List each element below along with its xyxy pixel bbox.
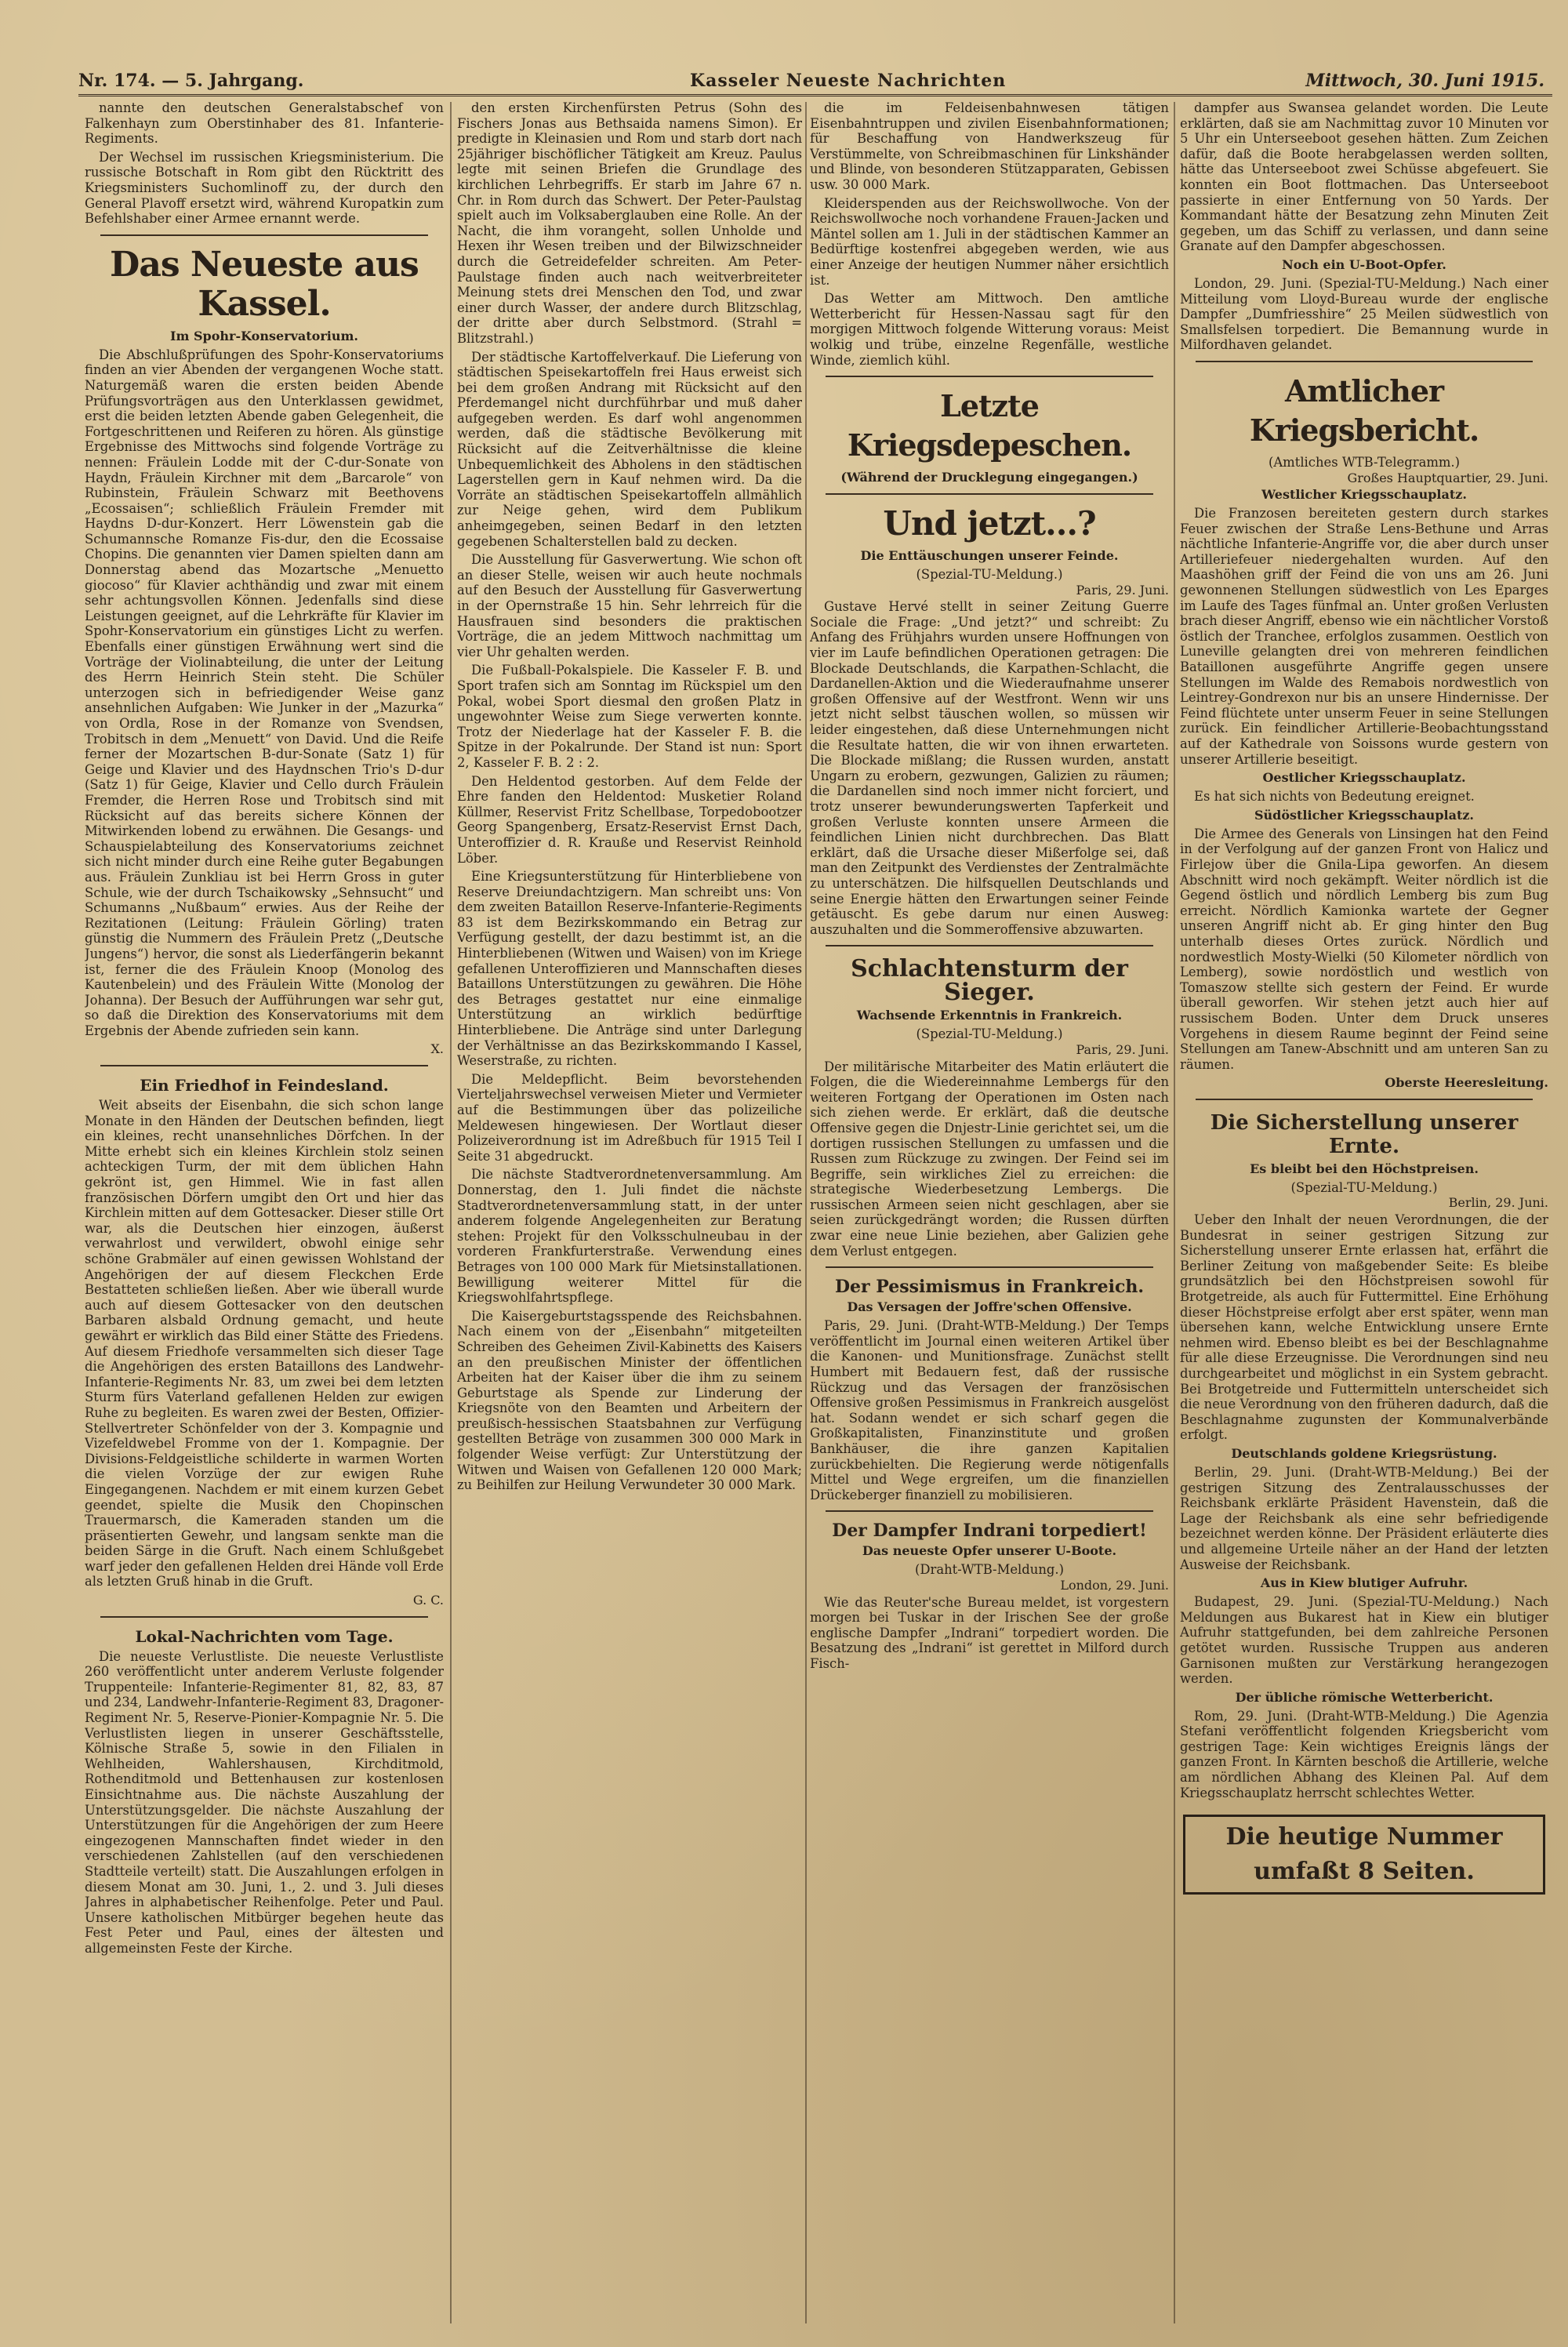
divider	[1196, 361, 1533, 362]
divider	[826, 1266, 1153, 1268]
article-text: Die Kaisergeburtstagsspende des Reichsbahnen. Nach einem von der „Eisenbahn“ mitgeteilten Schreiben des Geheimen Zivil-Kabinetts des Kaisers an den preußischen Minister der öffentlichen Arbeiten hat der Kaiser über die ihm zu seinem Geburtstage als Spende zur Linderung der Kriegsnöte von den Beamten und Arbeitern der preußisch-hessischen Staatsbahnen zur Verfügung gestellten Beträge von zusammen 300 000 Mark in folgender Weise verfügt: Zur Unterstützung der Witwen und Waisen von Gefallenen 120 000 Mark; zu Beihilfen zur Heilung Verwundeter 30 000 Mark.	[457, 1308, 802, 1493]
article-text: Die neueste Verlustliste. Die neueste Verlustliste 260 veröffentlicht unter anderem Verluste folgender Truppenteile: Infanterie-Regimenter 81, 82, 83, 87 und 234, Landwehr-Infanterie-Regiment 83, Dragoner-Regiment Nr. 5, Reserve-Pionier-Kompagnie Nr. 5. Die Verlustlisten liegen in unserer Geschäftsstelle, Kölnische Straße 5, sowie in den Filialen in Wehlheiden, Wahlershausen, Kirchditmold, Rothenditmold und Bettenhausen zur kostenlosen Einsichtnahme aus. Die nächste Auszahlung der Unterstützungsgelder. Die nächste Auszahlung der Unterstützungen für die Angehörigen der zum Heere eingezogenen Mannschaften findet wieder in den verschiedenen Zahlstellen (auf den verschiedenen Stadtteile verteilt) statt. Die Auszahlungen erfolgen in diesem Monat am 30. Juni, 1., 2. und 3. Juli dieses Jahres in alphabetischer Reihenfolge. Peter und Paul. Unsere katholischen Mitbürger begehen heute das Fest Peter und Paul, eines der ältesten und allgemeinsten Feste der Kirche.	[85, 1648, 444, 1956]
article-heading: Schlachtensturm der Sieger.	[851, 955, 1128, 1007]
article-heading: Aus in Kiew blutiger Aufruhr.	[1260, 1575, 1468, 1591]
article-source: (Draht-WTB-Meldung.)	[914, 1562, 1065, 1578]
divider	[826, 945, 1153, 946]
article-text: Kleiderspenden aus der Reichswollwoche. Von der Reichswollwoche noch vorhandene Frauen-Jacken und Mäntel sollen am 1. Juli in der städtischen Kammer an Bedürftige kostenfrei abgegeben werden, wie aus einer Anzeige der heutigen Nummer näher ersichtlich ist.	[810, 195, 1169, 288]
article-text: die im Feldeisenbahnwesen tätigen Eisenbahntruppen und zivilen Eisenbahnformationen; für Beschaffung von Handwerkszeug für Verstümmelte, von Schreibmaschinen für Linkshänder und Blinde, von besonderen Stützapparaten, Gebissen usw. 30 000 Mark.	[810, 100, 1169, 192]
issue-date: Mittwoch, 30. Juni 1915.	[1305, 71, 1544, 91]
article-text: den ersten Kirchenfürsten Petrus (Sohn des Fischers Jonas aus Bethsaida namens Simon). Er predigte in Kleinasien und Rom und starb dort nach 25jähriger bischöflicher Tätigkeit am Kreuz. Paulus legte mit seinen Briefen die Grundlage des kirchlichen Lehrbegriffs. Er starb im Jahre 67 n. Chr. in Rom durch das Schwert. Der Peter-Paulstag spielt auch im Volksaberglauben eine Rolle. An der Nacht, die ihm vorangeht, sollen Unholde und Hexen ihr Wesen treiben und der Bilwizschneider durch die Getreidefelder schreiten. Am Peter-Paulstage finden auch nach weitverbreiteter Meinung stets drei Menschen den Tod, und zwar einer durch Wasser, der andere durch Blitzschlag, der dritte aber durch Selbstmord. (Strahl = Blitzstrahl.)	[457, 100, 802, 346]
article-subheading: Das Versagen der Joffre'schen Offensive.	[847, 1299, 1132, 1315]
article-heading: Lokal-Nachrichten vom Tage.	[135, 1626, 394, 1646]
article-text: Es hat sich nichts von Bedeutung ereignet.	[1194, 789, 1475, 805]
column-rule	[805, 102, 807, 2323]
divider	[1196, 1099, 1533, 1100]
article-source: (Spezial-TU-Meldung.)	[916, 1026, 1063, 1042]
article-text: Die Meldepflicht. Beim bevorstehenden Vierteljahrswechsel verweisen Mieter und Vermieter auf die Bestimmungen über das polizeiliche Meldewesen hingewiesen. Der Wortlaut dieser Polizeiverordnung ist im Adreßbuch für 1915 Teil I Seite 31 abgedruckt.	[457, 1071, 802, 1164]
page-count-notice: Die heutige Nummer umfaßt 8 Seiten.	[1183, 1815, 1545, 1895]
column-rule	[1174, 102, 1175, 2323]
article-text: Die Ausstellung für Gasverwertung. Wie schon oft an dieser Stelle, weisen wir auch heute nochmals auf den Besuch der Ausstellung für Gasverwertung in der Opernstraße 15 hin. Sehr lehrreich für die Hausfrauen sind besonders die praktischen Vorträge, die an jedem Mittwoch nachmittag um vier Uhr gehalten werden.	[457, 552, 802, 659]
article-text: Der Wechsel im russischen Kriegsministerium. Die russische Botschaft in Rom gibt den Rücktritt des Kriegsministers Suchomlinoff zu, der durch den General Plavoff ersetzt wird, während Kuropatkin zum Befehlshaber einer Armee ernannt werde.	[85, 149, 444, 227]
article-heading: Und jetzt...?	[883, 504, 1096, 543]
article-heading: Südöstlicher Kriegsschauplatz.	[1254, 807, 1474, 823]
article-text: Die Abschlußprüfungen des Spohr-Konservatoriums finden an vier Abenden der vergangenen Woche statt. Naturgemäß waren die ersten beiden Abende Prüfungsvorträgen aus den Unterklassen gewidmet, erst die beiden letzten Abende gaben Gelegenheit, die Fortgeschrittenen und Reiferen zu hören. Als günstige Ergebnisse des Mittwochs sind folgende Vorträge zu nennen: Fräulein Lodde mit der C-dur-Sonate von Haydn, Fräulein Kirchner mit dem „Barcarole“ von Rubinstein, Fräulein Schwarz mit Beethovens „Ecossaisen“; schließlich Fräulein Fremder mit Haydns D-dur-Konzert. Herr Löwenstein gab die Schumannsche Romanze Fis-dur, den die Ecossaise Chopins. Die genannten vier Damen spielten dann am Donnerstag abend das Mozartsche „Menuetto giocoso“ für Klavier achthändig und zwar mit einem sehr achtungsvollen Können. Jedenfalls sind diese Leistungen geeignet, auf die Lehrkräfte für Klavier im Spohr-Konservatorium ein günstiges Licht zu werfen. Ebenfalls einer günstigen Erwähnung wert sind die Vorträge der Violinabteilung, die unter der Leitung des Herrn Heinrich Stein steht. Die Schüler unterzogen sich in befriedigender Weise ganz ansehnlichen Aufgaben: Wie Junker in der „Mazurka“ von Ordla, Rose in der Romanze von Svendsen, Trobitsch in dem „Menuett“ von David. Und die Reife ferner der Mozartschen B-dur-Sonate (Satz 1) für Geige und Klavier und des Haydnschen Trio's D-dur (Satz 1) für Geige, Klavier und Cello durch Fräulein Fremder, die Herren Rose und Trobitsch sind mit Rücksicht auf das bereits sichere Können der Mitwirkenden lobend zu erwähnen. Die Gesangs- und Schauspielabteilung des Konservatoriums zeichnet sich nicht minder durch eine Reihe guter Begabungen aus. Fräulein Zunkliau ist bei Herrn Gross in guter Schule, wie der durch Tschaikowsky „Sehnsucht“ und Schumanns „Nußbaum“ erwies. Aus der Reihe der Rezitationen (Leitung: Fräulein Görling) traten günstig die Nummern des Fräulein Pretz („Deutsche Jungens“) hervor, die sonst als Liederfängerin bekannt ist, ferner die des Fräulein Knoop (Monolog des Kautenbelein) und des Fräulein Witte (Monolog der Johanna). Der Besuch der Aufführungen war sehr gut, so daß die Direktion des Konservatoriums mit dem Ergebnis der Abende zufrieden sein kann.	[85, 347, 444, 1038]
article-subheading: Es bleibt bei den Höchstpreisen.	[1250, 1161, 1479, 1176]
column-rule	[450, 102, 452, 2323]
article-text: Eine Kriegsunterstützung für Hinterbliebene von Reserve Dreiundachtzigern. Man schreibt uns: Von dem zweiten Bataillon Reserve-Infanterie-Regiments 83 ist dem Bezirkskommando ein Betrag zur Verfügung gestellt, der dazu bestimmt ist, an die Hinterbliebenen (Witwen und Waisen) von im Kriege gefallenen Unteroffizieren und Mannschaften dieses Bataillons Unterstützungen zu gewähren. Die Höhe des Betrages gestattet nur eine einmalige Unterstützung an wirklich bedürftige Hinterbliebene. Die Anträge sind unter Darlegung der Verhältnisse an das Bezirkskommando I Kassel, Weserstraße, zu richten.	[457, 869, 802, 1069]
article-signature: X.	[430, 1041, 444, 1057]
article-heading: Der übliche römische Wetterbericht.	[1235, 1689, 1494, 1705]
column-4	[1180, 100, 1548, 2323]
article-heading: Ein Friedhof in Feindesland.	[140, 1076, 389, 1095]
divider	[826, 1510, 1153, 1512]
article-text: Weit abseits der Eisenbahn, die sich schon lange Monate in den Händen der Deutschen befinden, liegt ein kleines, recht unansehnliches Dörfchen. In der Mitte erhebt sich ein kleines Kirchlein stolz seinen achteckigen Turm, der mit dem üblichen Hahn gekrönt ist, gen Himmel. Wie in fast allen französischen Dörfern umgibt den Ort und hier das Kirchlein mitten auf dem Gottesacker. Dieser stille Ort war, als die Deutschen hier einzogen, äußerst verwahrlost und verwildert, obwohl einige sehr schöne Grabmäler auf einen gewissen Wohlstand der Angehörigen der auf diesem Fleckchen Erde Bestatteten schließen ließen. Aber wie überall wurde auch auf diesem Gottesacker von den deutschen Barbaren alsbald Ordnung gemacht, und heute gewährt er wirklich das Bild einer Stätte des Friedens. Auf diesem Friedhofe versammelten sich dieser Tage die Angehörigen des ersten Bataillons des Landwehr-Infanterie-Regiments Nr. 83, um zwei bei dem letzten Sturm fürs Vaterland gefallenen Helden zur ewigen Ruhe zu begleiten. Es waren zwei der Besten, Offizier-Stellvertreter Schönfelder von der 3. Kompagnie und Vizefeldwebel Fromme von der 1. Kompagnie. Der Divisions-Feldgeistliche schilderte in warmen Worten die vielen Vorzüge der zur ewigen Ruhe Eingegangenen. Nachdem er mit einem kurzen Gebet geendet, spielte die Musik den Chopinschen Trauermarsch, die Kameraden standen um die präsentierten Gewehr, und langsam senkte man die beiden Särge in die Gruft. Nach einem Schlußgebet warf jeder den gefallenen Helden drei Hände voll Erde als letzten Gruß hinab in die Gruft.	[85, 1098, 444, 1589]
article-dateline: London, 29. Juni.	[1060, 1577, 1169, 1593]
article-signature: Oberste Heeresleitung.	[1385, 1075, 1548, 1091]
section-heading: Letzte Kriegsdepeschen.	[847, 388, 1132, 463]
issue-number: Nr. 174. — 5. Jahrgang.	[78, 71, 304, 91]
article-text: Die nächste Stadtverordnetenversammlung. Am Donnerstag, den 1. Juli findet die nächste Stadtverordnetenversammlung statt, in der unter anderem folgende Angelegenheiten zur Beratung stehen: Projekt für den Volksschulneubau in der vorderen Frankfurterstraße. Verwendung eines Betrages von 100 000 Mark für Mietsinstallationen. Bewilligung weiterer Mittel für die Kriegswohlfahrtspflege.	[457, 1167, 802, 1306]
article-text: Rom, 29. Juni. (Draht-WTB-Meldung.) Die Agenzia Stefani veröffentlicht folgenden Kriegsbericht vom gestrigen Tage: Kein wichtiges Ereignis längs der ganzen Front. In Kärnten beschoß die Artillerie, welche am nördlichen Abhang des Kleinen Pal. Auf dem Kriegsschauplatz herrscht schlechtes Wetter.	[1180, 1708, 1548, 1800]
article-text: Die Fußball-Pokalspiele. Die Kasseler F. B. und Sport trafen sich am Sonntag im Rückspiel um den Pokal, wobei Sport diesmal den großen Platz in ungewohnter Weise zum Siege verwerten konnte. Trotz der Niederlage hat der Kasseler F. B. die Spitze in der Pokalrunde. Der Stand ist nun: Sport 2, Kasseler F. B. 2 : 2.	[457, 663, 802, 770]
section-heading: Amtlicher Kriegsbericht.	[1249, 372, 1479, 448]
article-text: London, 29. Juni. (Spezial-TU-Meldung.) Nach einer Mitteilung vom Lloyd-Bureau wurde der englische Dampfer „Dumfriesshire“ 25 Meilen südwestlich von Smallsfelsen torpediert. Die Bemannung wurde in Milfordhaven gelandet.	[1180, 275, 1548, 353]
article-source: (Spezial-TU-Meldung.)	[916, 567, 1063, 583]
article-text: Gustave Hervé stellt in seiner Zeitung Guerre Sociale die Frage: „Und jetzt?“ und schreibt: Zu Anfang des Frühjahrs wurden unsere Hoffnungen von vier im Laufe befindlichen Operationen getragen: Die Blockade Deutschlands, die Karpathen-Schlacht, die Dardanellen-Aktion und die Wiederaufnahme unserer großen Offensive auf der Westfront. Wenn wir uns jetzt nicht selbst täuschen wollen, so müssen wir leider eingestehen, daß diese Unternehmungen nicht die Resultate hatten, die wir von ihnen erwarteten. Die Blockade mißlang; die Russen wurden, anstatt Ungarn zu erobern, gezwungen, Galizien zu räumen; die Dardanellen sind noch immer nicht forciert, und trotz unserer bewunderungswerten Tapferkeit und großen Verluste konnten unsere Armeen die feindlichen Linien nicht durchbrechen. Das Blatt erklärt, daß die Ursache dieser Mißerfolge sei, daß man den Zeitpunkt des Verdienstes der Zentralmächte zu unterschätzen. Die hilfsquellen Deutschlands und seine Energie hätten den Erwartungen seiner Feinde getäuscht. Es gebe darum nur einen Ausweg: auszuhalten und die Sommeroffensive abzuwarten.	[810, 599, 1169, 937]
article-heading: Die Sicherstellung unserer Ernte.	[1210, 1110, 1519, 1158]
article-heading: Noch ein U-Boot-Opfer.	[1282, 256, 1446, 272]
section-heading: Das Neueste aus Kassel.	[110, 244, 419, 324]
column-1	[85, 100, 444, 2323]
section-subheading: (Amtliches WTB-Telegramm.)	[1268, 454, 1461, 470]
article-subheading: Das neueste Opfer unserer U-Boote.	[862, 1543, 1117, 1559]
article-heading: Deutschlands goldene Kriegsrüstung.	[1231, 1445, 1497, 1461]
article-dateline: Paris, 29. Juni.	[1076, 582, 1169, 598]
article-heading: Im Spohr-Konservatorium.	[170, 328, 358, 343]
article-subheading: Die Enttäuschungen unserer Feinde.	[860, 548, 1119, 564]
article-dateline: Großes Hauptquartier, 29. Juni.	[1347, 470, 1548, 485]
article-text: Ueber den Inhalt der neuen Verordnungen, die der Bundesrat in seiner gestrigen Sitzung zur Sicherstellung unserer Ernte erlassen hat, erfährt die Berliner Zeitung von maßgebender Seite: Es bleibe grundsätzlich bei den Höchstpreisen sowohl für Brotgetreide, als auch für Futtermittel. Eine Erhöhung dieser Höchstpreise erfolgt aber erst später, wenn man übersehen kann, welche Entwicklung unsere Ernte nehmen wird. Ebenso bleibt es bei der Beschlagnahme für alle diese Erzeugnisse. Die Verordnungen sind neu durchgearbeitet und möglichst in ein System gebracht. Bei Brotgetreide und Futtermitteln unterscheidet sich die neue Verordnung von den früheren dadurch, daß die Beschlagnahme zugunsten der Kommunalverbände erfolgt.	[1180, 1212, 1548, 1443]
article-text: dampfer aus Swansea gelandet worden. Die Leute erklärten, daß sie am Nachmittag zuvor 10 Minuten vor 5 Uhr ein Unterseeboot gesehen hätten. Zum Zeichen dafür, daß die Boote herabgelassen werden sollten, hätte das Unterseeboot zwei Schüsse abgefeuert. Sie konnten ein Boot flottmachen. Das Unterseeboot passierte in einer Entfernung von 50 Yards. Der Kommandant hätte der Besatzung zehn Minuten Zeit gegeben, um das Schiff zu verlassen, und dann seine Granate auf den Dampfer abgeschossen.	[1180, 100, 1548, 254]
article-text: Berlin, 29. Juni. (Draht-WTB-Meldung.) Bei der gestrigen Sitzung des Zentralausschusses der Reichsbank erklärte Präsident Havenstein, daß die Lage der Reichsbank als eine sehr befriedigende bezeichnet werden könne. Der Präsident erläuterte dies und allgemeine Urteile näher an der Hand der letzten Ausweise der Reichsbank.	[1180, 1464, 1548, 1572]
article-heading: Oestlicher Kriegsschauplatz.	[1262, 770, 1466, 786]
newspaper-title: Kasseler Neueste Nachrichten	[690, 71, 1007, 91]
article-heading: Westlicher Kriegsschauplatz.	[1261, 487, 1467, 503]
divider	[826, 493, 1153, 495]
article-text: Die Armee des Generals von Linsingen hat den Feind in der Verfolgung auf der ganzen Front von Halicz und Firlejow über die Gnila-Lipa geworfen. An diesem Abschnitt wird noch gekämpft. Weiter nördlich ist die Gegend östlich und nördlich Lemberg bis zum Bug erreicht. Nördlich Kamionka wartete der Gegner unseren Angriff nicht ab. Er ging hinter den Bug unterhalb dieses Ortes zurück. Nördlich und nordwestlich Mosty-Wielki (50 Kilometer nördlich von Lemberg), sowie nordöstlich und westlich von Tomaszow stellte sich gestern der Feind. Er wurde überall geworfen. Wir stehen jetzt auch hier auf russischem Boden. Unter dem Druck unseres Vorgehens in diesem Raume beginnt der Feind seine Stellungen am Tanew-Abschnitt und am unteren San zu räumen.	[1180, 826, 1548, 1072]
article-heading: Der Dampfer Indrani torpediert!	[832, 1520, 1147, 1542]
divider	[100, 1065, 428, 1066]
article-text: nannte den deutschen Generalstabschef von Falkenhayn zum Oberstinhaber des 81. Infanterie-Regiments.	[85, 100, 444, 147]
divider	[100, 1616, 428, 1618]
article-text: Wie das Reuter'sche Bureau meldet, ist vorgestern morgen bei Tuskar in der Irischen See der große englische Dampfer „Indrani“ torpediert worden. Die Besatzung des „Indrani“ ist gerettet in Milford durch Fisch-	[810, 1594, 1169, 1671]
column-3	[810, 100, 1169, 2323]
divider	[826, 376, 1153, 377]
article-heading: Der Pessimismus in Frankreich.	[834, 1277, 1145, 1298]
article-text: Die Franzosen bereiteten gestern durch starkes Feuer zwischen der Straße Lens-Bethune und Arras nächtliche Infanterie-Angriffe vor, die aber durch unser Artilleriefeuer niedergehalten wurden. Auf den Maashöhen griff der Feind die von uns am 26. Juni gewonnenen Stellungen südwestlich von Les Eparges im Laufe des Tages fünfmal an. Unter großen Verlusten brach dieser Angriff, ebenso wie ein nächtlicher Vorstoß östlich der Tranchee, erfolglos zusammen. Oestlich von Luneville gelangten drei von mehreren feindlichen Bataillonen ausgeführte Angriffe gegen unsere Stellungen im Walde des Remabois nordwestlich von Leintrey-Gondrexon nur bis an unsere Hindernisse. Der Feind flüchtete unter unserm Feuer in seine Stellungen zurück. Ein feindlicher Artillerie-Beobachtungsstand auf der Kathedrale von Soissons wurde gestern von unserer Artillerie beseitigt.	[1180, 506, 1548, 767]
article-text: Paris, 29. Juni. (Draht-WTB-Meldung.) Der Temps veröffentlicht im Journal einen weiteren Artikel über die Kanonen- und Munitionsfrage. Zunächst stellt Humbert mit Bedauern fest, daß der russische Rückzug und das Versagen der französischen Offensive großen Pessimismus in Frankreich ausgelöst hat. Sodann wendet er sich scharf gegen die Großkapitalisten, Finanzinstitute und großen Bankhäuser, die ihre ganzen Kapitalien zurückbehielten. Die Regierung werde nötigenfalls Mittel und Wege ergreifen, um die finanziellen Drückeberger finanziell zu mobilisieren.	[810, 1318, 1169, 1502]
article-subheading: Wachsende Erkenntnis in Frankreich.	[856, 1008, 1123, 1023]
article-dateline: Berlin, 29. Juni.	[1448, 1195, 1548, 1211]
article-text: Der städtische Kartoffelverkauf. Die Lieferung von städtischen Speisekartoffeln frei Haus erweist sich bei dem großen Andrang mit Rücksicht auf den Pferdemangel nicht durchführbar und muß daher aufgegeben werden. Es darf wohl angenommen werden, daß die städtische Bevölkerung mit Rücksicht auf die Zeitverhältnisse die kleine Unbequemlichkeit des Abholens in den städtischen Lagerstellen gern in Kauf nehmen wird. Da die Vorräte an städtischen Speisekartoffeln allmählich zur Neige gehen, wird dem Publikum anheimgegeben, seinen Bedarf in den letzten gegebenen Schalterstellen bald zu decken.	[457, 349, 802, 549]
page-header	[78, 71, 1552, 96]
article-signature: G. C.	[412, 1593, 444, 1608]
article-text: Den Heldentod gestorben. Auf dem Felde der Ehre fanden den Heldentod: Musketier Roland Küllmer, Reservist Fritz Schellbase, Torpedobootzer Georg Spangenberg, Ersatz-Reservist Ernst Dach, Unteroffizier d. R. Krauße und Reservist Reinhold Löber.	[457, 773, 802, 866]
article-dateline: Paris, 29. Juni.	[1076, 1041, 1169, 1057]
column-2	[457, 100, 802, 2323]
article-text: Das Wetter am Mittwoch. Den amtliche Wetterbericht für Hessen-Nassau sagt für den morgigen Mittwoch folgende Witterung voraus: Meist wolkig und trübe, einzelne Regenfälle, westliche Winde, ziemlich kühl.	[810, 291, 1169, 368]
article-text: Budapest, 29. Juni. (Spezial-TU-Meldung.) Nach Meldungen aus Bukarest hat in Kiew ein blutiger Aufruhr stattgefunden, bei dem zahlreiche Personen getötet wurden. Russische Truppen aus anderen Garnisonen mußten zur Verstärkung herangezogen werden.	[1180, 1594, 1548, 1687]
article-source: (Spezial-TU-Meldung.)	[1290, 1179, 1438, 1195]
section-subheading: (Während der Drucklegung eingegangen.)	[840, 470, 1138, 485]
article-text: Der militärische Mitarbeiter des Matin erläutert die Folgen, die die Wiedereinnahme Lembergs für den weiteren Fortgang der Operationen im Osten nach sich ziehen werde. Er erklärt, daß die deutsche Offensive gegen die Dnjestr-Linie gerichtet sei, um die dortigen russischen Stellungen zu umfassen und die Russen zum Rückzuge zu zwingen. Der Feind sei im Begriffe, sein wirkliches Ziel zu erreichen: die strategische Wiederbesetzung Lembergs. Die russischen Armeen seien nicht geschlagen, aber sie seien zurückgedrängt worden; die Russen dürften zwar eine neue Linie beziehen, aber Galizien gehe dem Verlust entgegen.	[810, 1059, 1169, 1259]
divider	[100, 234, 428, 236]
